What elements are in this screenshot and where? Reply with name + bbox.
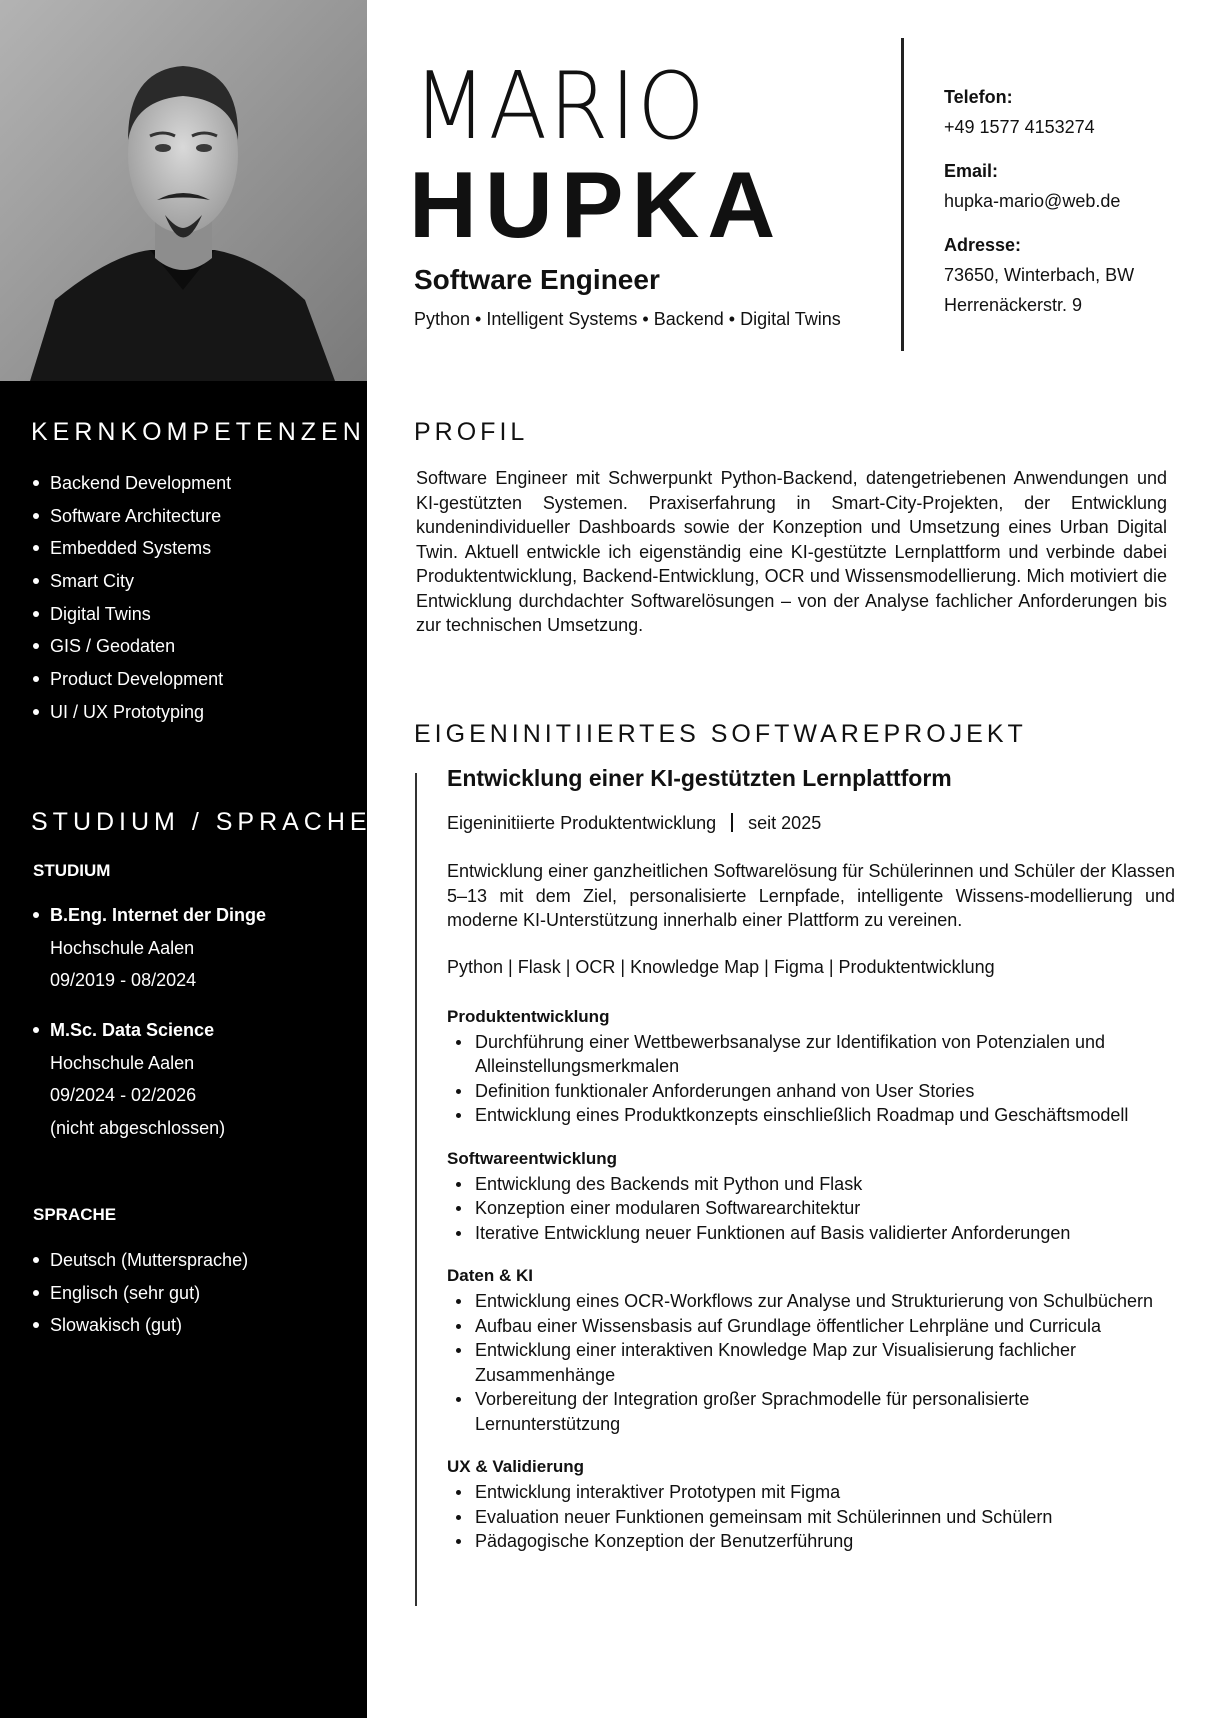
profile-heading: PROFIL — [414, 418, 529, 446]
list-item: Smart City — [30, 571, 231, 604]
project-since: seit 2025 — [748, 813, 822, 833]
project-section — [447, 765, 1175, 1554]
core-competencies-heading: KERNKOMPETENZEN — [31, 418, 366, 446]
phone-value[interactable]: +49 1577 4153274 — [944, 117, 1095, 137]
group-title: UX & Validierung — [447, 1457, 584, 1476]
group-title: Softwareentwicklung — [447, 1148, 618, 1168]
phone-label: Telefon: — [944, 87, 1013, 107]
group-list — [447, 1172, 1175, 1246]
list-item: Evaluation neuer Funktionen gemeinsam mit Schülerinnen und Schülern — [447, 1505, 1175, 1530]
contact-address — [944, 235, 1134, 320]
project-description: Entwicklung einer ganzheitlichen Softwarelösung für Schülerinnen und Schüler der Klassen 5–13 mit dem Ziel, personalisierte Lernpfade, intelligente Wissens-modellierung und moderne KI-Unterstützung innerhalb einer Plattform zu vereinen. — [447, 861, 1175, 930]
list-item: Digital Twins — [30, 604, 231, 637]
core-competencies-list — [30, 473, 231, 735]
project-type: Eigeninitiierte Produktentwicklung — [447, 813, 717, 833]
project-meta — [447, 813, 1175, 834]
email-label: Email: — [944, 161, 999, 181]
address-line-2: Herrenäckerstr. 9 — [944, 295, 1083, 315]
degree-list — [30, 1014, 225, 1144]
project-group-ux — [447, 1456, 1175, 1554]
list-item: GIS / Geodaten — [30, 636, 231, 669]
list-item: Entwicklung interaktiver Prototypen mit Figma — [447, 1480, 1175, 1505]
degree-note: (nicht abgeschlossen) — [50, 1117, 226, 1138]
group-list — [447, 1030, 1175, 1128]
list-item: Iterative Entwicklung neuer Funktionen auf Basis validierter Anforderungen — [447, 1221, 1175, 1246]
group-list — [447, 1289, 1175, 1436]
list-item: Entwicklung einer interaktiven Knowledge Map zur Visualisierung fachlicher Zusammenhänge — [447, 1338, 1175, 1387]
sidebar — [0, 0, 372, 1718]
project-divider — [415, 773, 417, 1606]
degree-title: B.Eng. Internet der Dinge — [50, 905, 267, 925]
list-item: Pädagogische Konzeption der Benutzerführung — [447, 1529, 1175, 1554]
degree-period: 09/2019 - 08/2024 — [50, 970, 197, 991]
list-item: Embedded Systems — [30, 538, 231, 571]
study-language-heading: STUDIUM / SPRACHE — [31, 808, 372, 836]
list-item: Definition funktionaler Anforderungen anhand von User Stories — [447, 1079, 1175, 1104]
list-item: Englisch (sehr gut) — [30, 1283, 248, 1316]
email-value[interactable]: hupka-mario@web.de — [944, 191, 1121, 211]
portrait-image — [0, 0, 367, 381]
group-list — [447, 1480, 1175, 1554]
project-group-product — [447, 1006, 1175, 1128]
project-group-software — [447, 1148, 1175, 1246]
degree-item — [30, 1014, 225, 1144]
study-subheading: STUDIUM — [33, 861, 111, 880]
list-item: Entwicklung eines OCR-Workflows zur Analyse und Strukturierung von Schulbüchern — [447, 1289, 1175, 1314]
list-item: Deutsch (Muttersprache) — [30, 1250, 248, 1283]
degree-item — [30, 899, 266, 997]
address-line-1: 73650, Winterbach, BW — [944, 265, 1135, 285]
list-item: Backend Development — [30, 473, 231, 506]
list-item: Durchführung einer Wettbewerbsanalyse zur Identifikation von Potenzialen und Alleinstellungsmerkmalen — [447, 1030, 1175, 1079]
language-subheading: SPRACHE — [33, 1205, 117, 1224]
meta-separator — [731, 813, 733, 832]
project-tech-stack: Python | Flask | OCR | Knowledge Map | Figma | Produktentwicklung — [447, 956, 995, 977]
list-item: Aufbau einer Wissensbasis auf Grundlage öffentlicher Lehrpläne und Curricula — [447, 1314, 1175, 1339]
group-title: Produktentwicklung — [447, 1006, 610, 1026]
header-divider — [901, 38, 904, 351]
project-heading: EIGENINITIIERTES SOFTWAREPROJEKT — [414, 720, 1027, 748]
last-name: HUPKA — [409, 152, 784, 257]
list-item: Software Architecture — [30, 506, 231, 539]
first-name: MARIO — [413, 52, 707, 160]
contact-phone — [944, 87, 1095, 142]
degree-list — [30, 899, 266, 997]
degree-period: 09/2024 - 02/2026 — [50, 1085, 197, 1106]
project-group-data-ai — [447, 1265, 1175, 1436]
profile-photo — [0, 0, 367, 381]
group-title: Daten & KI — [447, 1266, 533, 1285]
list-item: Konzeption einer modularen Softwarearchitektur — [447, 1196, 1175, 1221]
list-item: Product Development — [30, 669, 231, 702]
list-item: Entwicklung eines Produktkonzepts einschließlich Roadmap und Geschäftsmodell — [447, 1103, 1175, 1128]
degree-title: M.Sc. Data Science — [50, 1020, 215, 1040]
address-label: Adresse: — [944, 235, 1022, 255]
list-item: Entwicklung des Backends mit Python und Flask — [447, 1172, 1175, 1197]
profile-text: Software Engineer mit Schwerpunkt Python-Backend, datengetriebenen Anwendungen und KI-gestützten Systemen. Praxiserfahrung in Smart-City-Projekten, der Entwicklung kundenindividueller Dashboards sowie der Konzeption und Umsetzung eines Urban Digital Twin. Aktuell entwickle ich eigenständig eine KI-gestützte Lernplattform und verbinde dabei Produktentwicklung, Backend-Entwicklung, OCR und Wissensmodellierung. Mich motiviert die Entwicklung durchdachter Softwarelösungen – von der Analyse fachlicher Anforderungen bis zur technischen Umsetzung. — [416, 468, 1167, 635]
language-list — [30, 1250, 248, 1348]
list-item: Vorbereitung der Integration großer Sprachmodelle für personalisierte Lernunterstützung — [447, 1387, 1175, 1436]
list-item: Slowakisch (gut) — [30, 1315, 248, 1348]
contact-email — [944, 161, 1120, 216]
degree-school: Hochschule Aalen — [50, 937, 195, 958]
list-item: UI / UX Prototyping — [30, 702, 231, 735]
skills-line: Python • Intelligent Systems • Backend • Digital Twins — [414, 309, 841, 329]
job-title: Software Engineer — [414, 264, 660, 295]
project-title: Entwicklung einer KI-gestützten Lernplattform — [447, 765, 952, 791]
degree-school: Hochschule Aalen — [50, 1052, 195, 1073]
